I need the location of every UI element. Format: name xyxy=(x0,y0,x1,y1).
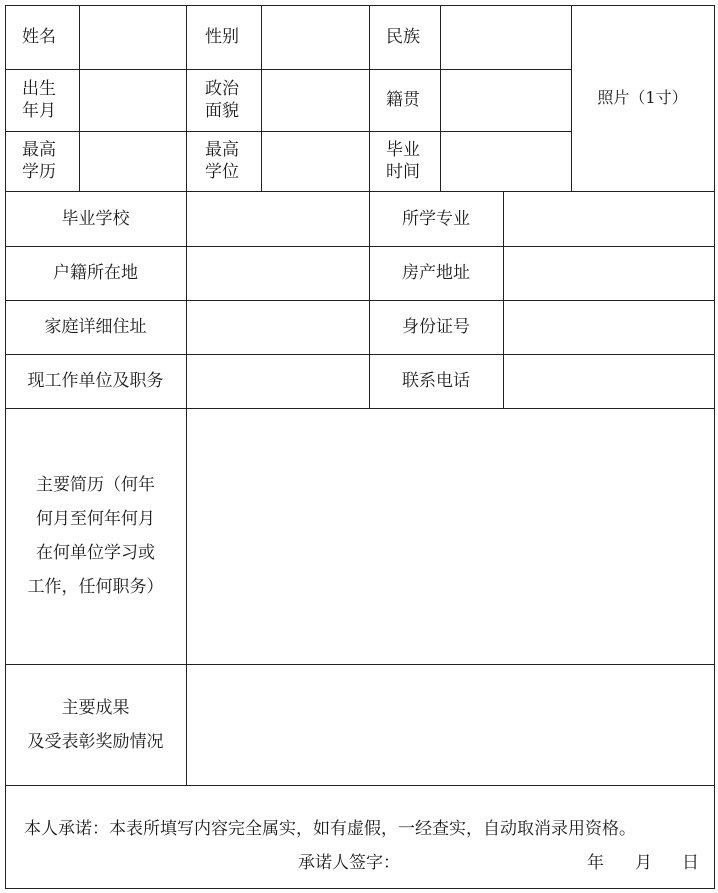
property-field[interactable] xyxy=(504,247,714,300)
ethnicity-field[interactable] xyxy=(441,6,571,69)
photo-box[interactable] xyxy=(571,5,714,191)
politics-label xyxy=(186,69,261,131)
education-field[interactable] xyxy=(80,132,186,191)
ethnicity-label: 民族 xyxy=(386,27,420,47)
name-field[interactable] xyxy=(80,6,186,69)
awards-label-line2: 及受表彰奖励情况 xyxy=(27,731,164,752)
row-divider xyxy=(5,785,715,786)
resume-field[interactable] xyxy=(187,409,714,664)
gender-label: 性别 xyxy=(205,27,239,47)
name-label: 姓名 xyxy=(22,27,56,47)
signature-field[interactable] xyxy=(400,842,580,874)
awards-label xyxy=(5,664,186,785)
id-number-field[interactable] xyxy=(504,301,714,354)
graduation-time-label-line2: 时间 xyxy=(386,162,420,182)
phone-label: 联系电话 xyxy=(402,371,470,391)
graduation-time-label-line1: 毕业 xyxy=(386,140,420,160)
degree-label-line1: 最高 xyxy=(205,140,239,160)
hukou-field[interactable] xyxy=(187,247,369,300)
property-label: 房产地址 xyxy=(402,263,470,283)
school-label: 毕业学校 xyxy=(61,208,130,229)
education-label xyxy=(5,131,79,191)
signature-label: 承诺人签字： xyxy=(298,853,400,873)
promise-statement: 本人承诺：本表所填写内容完全属实，如有虚假，一经查实，自动取消录用资格。 xyxy=(24,819,636,839)
gender-field[interactable] xyxy=(262,6,369,69)
birth-label xyxy=(5,69,79,131)
awards-label-line1: 主要成果 xyxy=(61,697,130,718)
table-border-bottom xyxy=(5,888,715,889)
resume-label xyxy=(5,408,186,664)
resume-label-line1: 主要简历（何年 xyxy=(36,475,155,495)
birth-label-line2: 年月 xyxy=(22,101,56,121)
photo-label: 照片（1寸） xyxy=(597,88,688,107)
education-label-line1: 最高 xyxy=(22,140,56,160)
hukou-label: 户籍所在地 xyxy=(53,263,138,283)
graduation-time-label xyxy=(369,131,440,191)
degree-label-line2: 学位 xyxy=(205,162,239,182)
table-border-right xyxy=(714,5,715,889)
graduation-time-field[interactable] xyxy=(441,132,571,191)
politics-label-line2: 面貌 xyxy=(205,101,239,121)
month-label: 月 xyxy=(635,853,652,873)
origin-label: 籍贯 xyxy=(386,90,420,110)
resume-label-line2: 何月至何年何月 xyxy=(36,509,155,529)
politics-field[interactable] xyxy=(262,70,369,131)
year-label: 年 xyxy=(587,853,604,873)
degree-label xyxy=(186,131,261,191)
day-label: 日 xyxy=(682,853,699,873)
resume-label-line3: 在何单位学习或 xyxy=(36,543,155,563)
home-address-field[interactable] xyxy=(187,301,369,354)
employer-field[interactable] xyxy=(187,355,369,408)
politics-label-line1: 政治 xyxy=(205,79,239,99)
home-address-label: 家庭详细住址 xyxy=(44,317,147,337)
major-label: 所学专业 xyxy=(402,208,470,229)
education-label-line2: 学历 xyxy=(22,162,56,182)
degree-field[interactable] xyxy=(262,132,369,191)
phone-field[interactable] xyxy=(504,355,714,408)
awards-field[interactable] xyxy=(187,665,714,785)
birth-field[interactable] xyxy=(80,70,186,131)
employer-label: 现工作单位及职务 xyxy=(27,371,164,391)
major-field[interactable] xyxy=(504,192,714,246)
birth-label-line1: 出生 xyxy=(22,79,56,99)
resume-label-line4: 工作，任何职务） xyxy=(27,577,164,597)
school-field[interactable] xyxy=(187,192,369,246)
id-number-label: 身份证号 xyxy=(402,317,470,337)
origin-field[interactable] xyxy=(441,70,571,131)
